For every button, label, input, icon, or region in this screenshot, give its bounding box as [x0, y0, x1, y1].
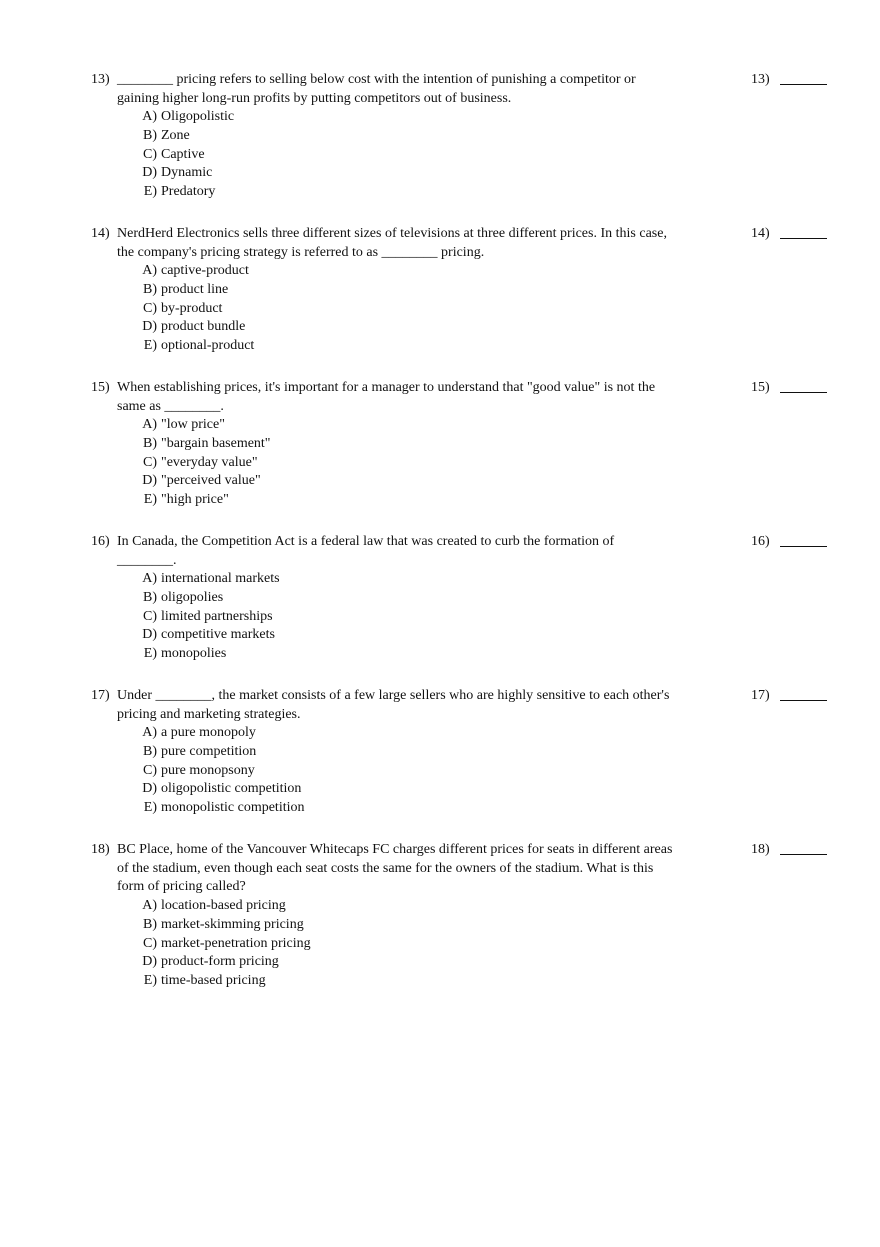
- option-list: [135, 108, 435, 202]
- option-a[interactable]: [135, 416, 435, 435]
- option-e[interactable]: [135, 183, 435, 202]
- option-letter: A): [142, 109, 157, 124]
- option-text: monopolistic competition: [161, 800, 305, 816]
- option-letter: C): [143, 935, 157, 951]
- option-text: "perceived value": [161, 473, 261, 489]
- option-letter: C): [143, 300, 157, 316]
- option-list: [135, 897, 435, 991]
- option-letter: E): [143, 646, 157, 662]
- answer-number: 16): [751, 534, 770, 549]
- option-list: [135, 416, 435, 510]
- option-a[interactable]: [135, 570, 435, 589]
- answer-number: 17): [751, 688, 770, 703]
- option-text: product bundle: [161, 319, 246, 335]
- option-text: market-penetration pricing: [161, 935, 311, 951]
- option-letter: B): [143, 743, 157, 759]
- question-text: In Canada, the Competition Act is a federal law that was created to curb the formation of ________.: [117, 534, 615, 568]
- option-letter: B): [143, 127, 157, 143]
- option-e[interactable]: [135, 972, 435, 991]
- option-text: Captive: [161, 146, 205, 162]
- option-letter: A): [142, 725, 157, 740]
- option-text: monopolies: [161, 646, 227, 662]
- answer-number: 14): [751, 226, 770, 241]
- option-letter: D): [142, 781, 157, 797]
- question-text: BC Place, home of the Vancouver Whitecaps FC charges different prices for seats in different areas of the stadium, even though each seat costs the same for the owners of the stadium. What is this form of pricing called?: [117, 842, 673, 894]
- option-letter: C): [143, 146, 157, 162]
- option-text: "low price": [161, 417, 225, 432]
- option-e[interactable]: [135, 645, 435, 664]
- option-letter: E): [143, 184, 157, 200]
- answer-blank[interactable]: [780, 392, 827, 393]
- answer-blank[interactable]: [780, 238, 827, 239]
- option-text: "everyday value": [161, 454, 258, 470]
- option-text: time-based pricing: [161, 973, 266, 989]
- option-text: "bargain basement": [161, 435, 271, 451]
- option-a[interactable]: [135, 262, 435, 281]
- option-letter: C): [143, 608, 157, 624]
- option-d[interactable]: [135, 318, 435, 337]
- option-b[interactable]: [135, 743, 435, 762]
- option-list: [135, 724, 435, 818]
- option-text: "high price": [161, 492, 229, 508]
- option-c[interactable]: [135, 300, 435, 319]
- question-text: NerdHerd Electronics sells three different sizes of televisions at three different prices. In this case, the company's pricing strategy is referred to as ________ pricing.: [117, 226, 667, 260]
- option-d[interactable]: [135, 472, 435, 491]
- option-b[interactable]: [135, 435, 435, 454]
- option-text: optional-product: [161, 338, 255, 354]
- option-text: Dynamic: [161, 165, 213, 181]
- option-c[interactable]: [135, 608, 435, 627]
- option-text: Zone: [161, 127, 190, 143]
- option-letter: D): [142, 954, 157, 970]
- option-a[interactable]: [135, 897, 435, 916]
- option-letter: B): [143, 589, 157, 605]
- question-number: 17): [91, 688, 110, 703]
- option-letter: C): [143, 762, 157, 778]
- option-a[interactable]: [135, 724, 435, 743]
- answer-number: 18): [751, 842, 770, 857]
- option-letter: B): [143, 916, 157, 932]
- option-letter: A): [142, 571, 157, 586]
- option-text: a pure monopoly: [161, 725, 256, 740]
- option-letter: D): [142, 319, 157, 335]
- option-letter: D): [142, 627, 157, 643]
- option-c[interactable]: [135, 454, 435, 473]
- option-text: location-based pricing: [161, 898, 286, 913]
- option-text: oligopolies: [161, 589, 224, 605]
- option-text: product-form pricing: [161, 954, 279, 970]
- option-letter: E): [143, 338, 157, 354]
- option-b[interactable]: [135, 916, 435, 935]
- option-b[interactable]: [135, 281, 435, 300]
- option-letter: E): [143, 973, 157, 989]
- question-number: 18): [91, 842, 110, 857]
- question-text: Under ________, the market consists of a few large sellers who are highly sensitive to each other's pricing and marketing strategies.: [117, 688, 670, 722]
- option-text: pure competition: [161, 743, 257, 759]
- question-number: 13): [91, 72, 110, 87]
- option-letter: E): [143, 800, 157, 816]
- answer-blank[interactable]: [780, 546, 827, 547]
- answer-blank[interactable]: [780, 84, 827, 85]
- answer-blank[interactable]: [780, 700, 827, 701]
- option-letter: D): [142, 473, 157, 489]
- option-d[interactable]: [135, 626, 435, 645]
- option-text: oligopolistic competition: [161, 781, 302, 797]
- question-number: 16): [91, 534, 110, 549]
- option-text: international markets: [161, 571, 280, 586]
- option-letter: B): [143, 435, 157, 451]
- option-list: [135, 262, 435, 356]
- question-number: 14): [91, 226, 110, 241]
- option-b[interactable]: [135, 127, 435, 146]
- option-c[interactable]: [135, 146, 435, 165]
- option-d[interactable]: [135, 164, 435, 183]
- option-letter: A): [142, 417, 157, 432]
- option-e[interactable]: [135, 491, 435, 510]
- option-b[interactable]: [135, 589, 435, 608]
- option-d[interactable]: [135, 780, 435, 799]
- option-e[interactable]: [135, 337, 435, 356]
- option-a[interactable]: [135, 108, 435, 127]
- option-text: limited partnerships: [161, 608, 273, 624]
- option-letter: B): [143, 281, 157, 297]
- option-c[interactable]: [135, 762, 435, 781]
- option-text: competitive markets: [161, 627, 275, 643]
- option-text: Oligopolistic: [161, 109, 235, 124]
- question-text: When establishing prices, it's important for a manager to understand that "good value" is not the same as ________.: [117, 380, 656, 414]
- option-c[interactable]: [135, 935, 435, 954]
- answer-number: 13): [751, 72, 770, 87]
- option-text: pure monopsony: [161, 762, 255, 778]
- option-text: product line: [161, 281, 229, 297]
- option-letter: E): [143, 492, 157, 508]
- option-e[interactable]: [135, 799, 435, 818]
- question-number: 15): [91, 380, 110, 395]
- answer-blank[interactable]: [780, 854, 827, 855]
- question-text: ________ pricing refers to selling below cost with the intention of punishing a competitor or gaining higher long-run profits by putting competitors out of business.: [117, 72, 636, 106]
- option-list: [135, 570, 435, 664]
- option-text: by-product: [161, 300, 223, 316]
- option-letter: A): [142, 263, 157, 278]
- option-text: market-skimming pricing: [161, 916, 304, 932]
- option-text: captive-product: [161, 263, 249, 278]
- option-letter: C): [143, 454, 157, 470]
- answer-number: 15): [751, 380, 770, 395]
- option-d[interactable]: [135, 953, 435, 972]
- option-letter: D): [142, 165, 157, 181]
- option-letter: A): [142, 898, 157, 913]
- option-text: Predatory: [161, 184, 216, 200]
